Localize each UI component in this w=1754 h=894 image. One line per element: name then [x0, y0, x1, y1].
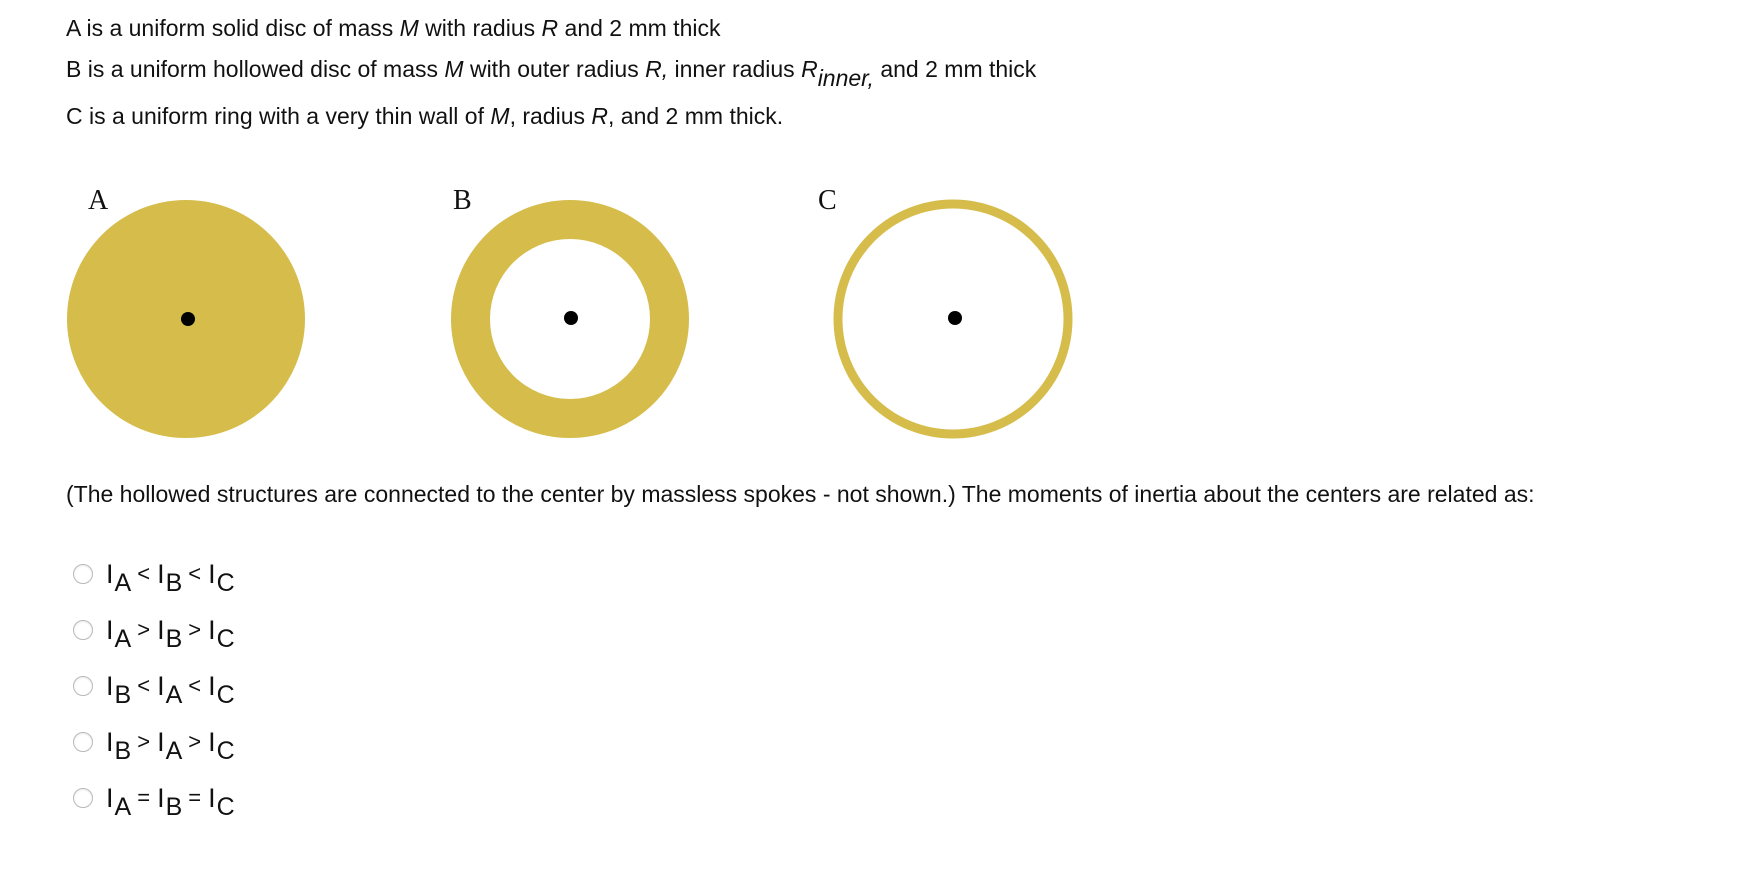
- moment-symbol: I: [106, 615, 114, 645]
- subscript: A: [114, 569, 132, 597]
- moment-symbol: I: [208, 727, 216, 757]
- operator: <: [188, 673, 202, 698]
- radio-button[interactable]: [73, 620, 93, 640]
- radio-button[interactable]: [73, 676, 93, 696]
- statement-b-text-1: B is a uniform hollowed disc of mass: [66, 56, 445, 82]
- operator: <: [188, 561, 202, 586]
- figure-label-b: B: [453, 185, 472, 216]
- subscript: B: [165, 625, 183, 653]
- moment-symbol: I: [157, 559, 165, 589]
- option-3[interactable]: [73, 666, 373, 709]
- subscript: A: [165, 737, 183, 765]
- radio-button[interactable]: [73, 732, 93, 752]
- statement-b-text-2: with outer radius: [463, 56, 646, 82]
- radius-symbol: R: [541, 15, 559, 41]
- subscript: C: [216, 681, 235, 709]
- operator: <: [137, 673, 151, 698]
- subscript: B: [114, 681, 132, 709]
- moment-symbol: I: [106, 559, 114, 589]
- mass-symbol: M: [399, 15, 419, 41]
- moment-symbol: I: [208, 671, 216, 701]
- figure-label-a: A: [88, 185, 109, 216]
- statement-b-text-4: and 2 mm thick: [873, 56, 1037, 82]
- radius-symbol: R,: [645, 56, 669, 82]
- statement-a-text-2: with radius: [418, 15, 542, 41]
- option-4-expression: [106, 727, 235, 765]
- option-5[interactable]: [73, 778, 373, 821]
- statement-c-text-1: C is a uniform ring with a very thin wall of: [66, 103, 491, 129]
- moment-symbol: I: [157, 727, 165, 757]
- figure-label-c: C: [818, 185, 837, 216]
- radio-button[interactable]: [73, 564, 93, 584]
- option-4[interactable]: [73, 722, 373, 765]
- moment-symbol: I: [157, 671, 165, 701]
- operator: =: [137, 785, 151, 810]
- subscript: C: [216, 569, 235, 597]
- subscript: C: [216, 793, 235, 821]
- moment-symbol: I: [106, 727, 114, 757]
- moment-symbol: I: [208, 559, 216, 589]
- operator: <: [137, 561, 151, 586]
- center-dot-b: [564, 311, 578, 325]
- subscript: B: [114, 737, 132, 765]
- subscript: B: [165, 569, 183, 597]
- option-3-expression: [106, 671, 235, 709]
- option-1-expression: [106, 559, 235, 597]
- mass-symbol: M: [444, 56, 464, 82]
- subscript: A: [114, 625, 132, 653]
- statement-c-text-3: , and 2 mm thick.: [608, 103, 784, 129]
- inner-radius-symbol: R: [801, 56, 818, 82]
- operator: >: [188, 729, 202, 754]
- operator: =: [188, 785, 202, 810]
- statement-a-text-3: and 2 mm thick: [558, 15, 721, 41]
- moment-symbol: I: [157, 783, 165, 813]
- inner-radius-subscript: inner,: [817, 65, 874, 91]
- moment-symbol: I: [106, 783, 114, 813]
- option-2-expression: [106, 615, 235, 653]
- option-1[interactable]: [73, 554, 373, 597]
- statement-b-text-3: inner radius: [668, 56, 802, 82]
- operator: >: [137, 617, 151, 642]
- subscript: A: [114, 793, 132, 821]
- subscript: A: [165, 681, 183, 709]
- subscript: B: [165, 793, 183, 821]
- radius-symbol: R: [591, 103, 609, 129]
- option-2[interactable]: [73, 610, 373, 653]
- subscript: C: [216, 737, 235, 765]
- question-note: (The hollowed structures are connected to the center by massless spokes - not shown.) The moments of inertia about the centers are related as:: [66, 481, 1535, 507]
- moment-symbol: I: [208, 615, 216, 645]
- operator: >: [137, 729, 151, 754]
- option-5-expression: [106, 783, 235, 821]
- statement-a-text-1: A is a uniform solid disc of mass: [66, 15, 400, 41]
- center-dot-c: [948, 311, 962, 325]
- moment-symbol: I: [208, 783, 216, 813]
- mass-symbol: M: [490, 103, 510, 129]
- center-dot-a: [181, 312, 195, 326]
- operator: >: [188, 617, 202, 642]
- statement-c-text-2: , radius: [509, 103, 592, 129]
- moment-symbol: I: [106, 671, 114, 701]
- subscript: C: [216, 625, 235, 653]
- moment-symbol: I: [157, 615, 165, 645]
- radio-button[interactable]: [73, 788, 93, 808]
